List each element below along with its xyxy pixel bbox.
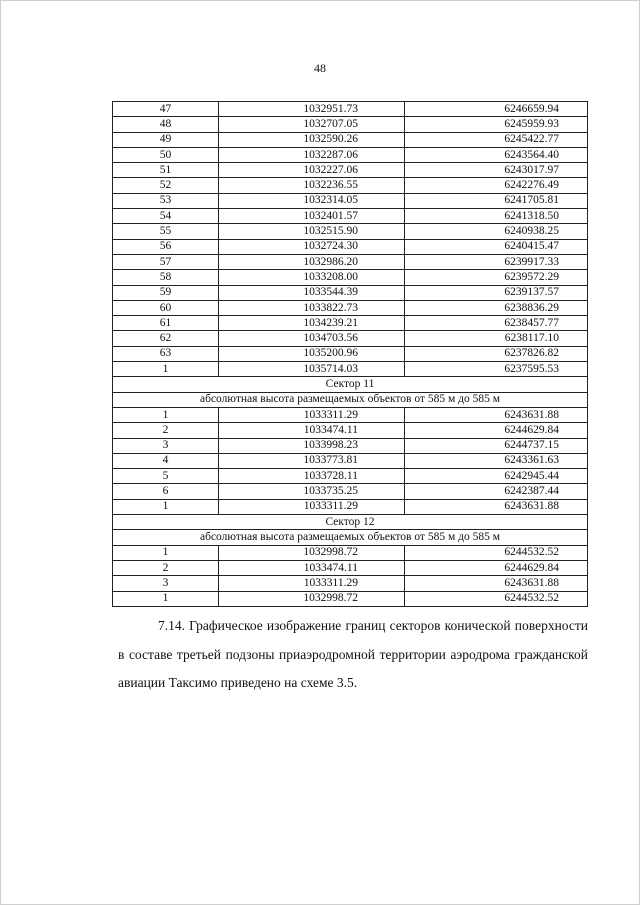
y-coordinate-cell: 6238836.29 xyxy=(405,300,588,315)
table-row xyxy=(113,591,588,606)
y-coordinate-cell: 6244629.84 xyxy=(405,423,588,438)
sector-header-row xyxy=(113,377,588,392)
table-row xyxy=(113,254,588,269)
sector-header-cell: абсолютная высота размещаемых объектов от 585 м до 585 м xyxy=(113,392,588,407)
table-row xyxy=(113,209,588,224)
table-row xyxy=(113,346,588,361)
sector-header-row xyxy=(113,392,588,407)
x-coordinate-cell: 1032951.73 xyxy=(219,102,405,117)
x-coordinate-cell: 1032401.57 xyxy=(219,209,405,224)
table-row xyxy=(113,239,588,254)
sector-header-cell: Сектор 12 xyxy=(113,515,588,530)
point-number-cell: 5 xyxy=(113,469,219,484)
y-coordinate-cell: 6238117.10 xyxy=(405,331,588,346)
point-number-cell: 52 xyxy=(113,178,219,193)
x-coordinate-cell: 1033998.23 xyxy=(219,438,405,453)
table-row xyxy=(113,132,588,147)
y-coordinate-cell: 6244532.52 xyxy=(405,545,588,560)
table-row xyxy=(113,469,588,484)
x-coordinate-cell: 1033544.39 xyxy=(219,285,405,300)
point-number-cell: 2 xyxy=(113,560,219,575)
x-coordinate-cell: 1035200.96 xyxy=(219,346,405,361)
y-coordinate-cell: 6245959.93 xyxy=(405,117,588,132)
table-row xyxy=(113,453,588,468)
point-number-cell: 50 xyxy=(113,147,219,162)
sector-header-row xyxy=(113,530,588,545)
table-row xyxy=(113,163,588,178)
x-coordinate-cell: 1035714.03 xyxy=(219,362,405,377)
x-coordinate-cell: 1033773.81 xyxy=(219,453,405,468)
y-coordinate-cell: 6237826.82 xyxy=(405,346,588,361)
y-coordinate-cell: 6244629.84 xyxy=(405,560,588,575)
table-row xyxy=(113,178,588,193)
y-coordinate-cell: 6240938.25 xyxy=(405,224,588,239)
point-number-cell: 48 xyxy=(113,117,219,132)
x-coordinate-cell: 1032314.05 xyxy=(219,193,405,208)
point-number-cell: 4 xyxy=(113,453,219,468)
point-number-cell: 57 xyxy=(113,254,219,269)
point-number-cell: 56 xyxy=(113,239,219,254)
table-row xyxy=(113,576,588,591)
sector-header-row xyxy=(113,515,588,530)
x-coordinate-cell: 1032986.20 xyxy=(219,254,405,269)
table-row xyxy=(113,545,588,560)
x-coordinate-cell: 1032287.06 xyxy=(219,147,405,162)
point-number-cell: 59 xyxy=(113,285,219,300)
point-number-cell: 1 xyxy=(113,499,219,514)
y-coordinate-cell: 6246659.94 xyxy=(405,102,588,117)
x-coordinate-cell: 1034703.56 xyxy=(219,331,405,346)
point-number-cell: 1 xyxy=(113,545,219,560)
table-row xyxy=(113,300,588,315)
table-row xyxy=(113,331,588,346)
table-row xyxy=(113,407,588,422)
y-coordinate-cell: 6244737.15 xyxy=(405,438,588,453)
x-coordinate-cell: 1033311.29 xyxy=(219,407,405,422)
y-coordinate-cell: 6243564.40 xyxy=(405,147,588,162)
y-coordinate-cell: 6240415.47 xyxy=(405,239,588,254)
y-coordinate-cell: 6238457.77 xyxy=(405,316,588,331)
y-coordinate-cell: 6239137.57 xyxy=(405,285,588,300)
y-coordinate-cell: 6243631.88 xyxy=(405,576,588,591)
table-row xyxy=(113,560,588,575)
y-coordinate-cell: 6245422.77 xyxy=(405,132,588,147)
y-coordinate-cell: 6243631.88 xyxy=(405,499,588,514)
x-coordinate-cell: 1032515.90 xyxy=(219,224,405,239)
y-coordinate-cell: 6243017.97 xyxy=(405,163,588,178)
point-number-cell: 49 xyxy=(113,132,219,147)
x-coordinate-cell: 1032236.55 xyxy=(219,178,405,193)
point-number-cell: 47 xyxy=(113,102,219,117)
x-coordinate-cell: 1033311.29 xyxy=(219,576,405,591)
x-coordinate-cell: 1033822.73 xyxy=(219,300,405,315)
x-coordinate-cell: 1033474.11 xyxy=(219,560,405,575)
x-coordinate-cell: 1032998.72 xyxy=(219,545,405,560)
y-coordinate-cell: 6243361.63 xyxy=(405,453,588,468)
point-number-cell: 63 xyxy=(113,346,219,361)
x-coordinate-cell: 1034239.21 xyxy=(219,316,405,331)
table-row xyxy=(113,499,588,514)
table-row xyxy=(113,147,588,162)
y-coordinate-cell: 6241318.50 xyxy=(405,209,588,224)
y-coordinate-cell: 6242387.44 xyxy=(405,484,588,499)
y-coordinate-cell: 6243631.88 xyxy=(405,407,588,422)
point-number-cell: 1 xyxy=(113,407,219,422)
point-number-cell: 1 xyxy=(113,362,219,377)
table-row xyxy=(113,102,588,117)
x-coordinate-cell: 1033728.11 xyxy=(219,469,405,484)
sector-header-cell: абсолютная высота размещаемых объектов от 585 м до 585 м xyxy=(113,530,588,545)
point-number-cell: 58 xyxy=(113,270,219,285)
table-row xyxy=(113,285,588,300)
paragraph-7-14: 7.14. Графическое изображение границ секторов конической поверхности в составе третьей подзоны приаэродромной территории аэродрома гражданской авиации Таксимо приведено на схеме 3.5. xyxy=(118,618,588,690)
point-number-cell: 55 xyxy=(113,224,219,239)
page-number: 48 xyxy=(314,61,326,75)
table-row xyxy=(113,117,588,132)
x-coordinate-cell: 1033735.25 xyxy=(219,484,405,499)
point-number-cell: 60 xyxy=(113,300,219,315)
y-coordinate-cell: 6237595.53 xyxy=(405,362,588,377)
point-number-cell: 54 xyxy=(113,209,219,224)
point-number-cell: 3 xyxy=(113,438,219,453)
x-coordinate-cell: 1032227.06 xyxy=(219,163,405,178)
x-coordinate-cell: 1033208.00 xyxy=(219,270,405,285)
point-number-cell: 62 xyxy=(113,331,219,346)
coordinates-table-body xyxy=(113,102,588,607)
x-coordinate-cell: 1032998.72 xyxy=(219,591,405,606)
y-coordinate-cell: 6239572.29 xyxy=(405,270,588,285)
point-number-cell: 53 xyxy=(113,193,219,208)
x-coordinate-cell: 1032590.26 xyxy=(219,132,405,147)
table-row xyxy=(113,362,588,377)
y-coordinate-cell: 6242945.44 xyxy=(405,469,588,484)
point-number-cell: 6 xyxy=(113,484,219,499)
x-coordinate-cell: 1033311.29 xyxy=(219,499,405,514)
table-row xyxy=(113,193,588,208)
table-row xyxy=(113,438,588,453)
x-coordinate-cell: 1033474.11 xyxy=(219,423,405,438)
table-row xyxy=(113,270,588,285)
point-number-cell: 3 xyxy=(113,576,219,591)
y-coordinate-cell: 6242276.49 xyxy=(405,178,588,193)
coordinates-table xyxy=(112,101,588,607)
y-coordinate-cell: 6241705.81 xyxy=(405,193,588,208)
y-coordinate-cell: 6244532.52 xyxy=(405,591,588,606)
x-coordinate-cell: 1032707.05 xyxy=(219,117,405,132)
point-number-cell: 61 xyxy=(113,316,219,331)
table-row xyxy=(113,423,588,438)
table-row xyxy=(113,316,588,331)
y-coordinate-cell: 6239917.33 xyxy=(405,254,588,269)
sector-header-cell: Сектор 11 xyxy=(113,377,588,392)
point-number-cell: 2 xyxy=(113,423,219,438)
table-row xyxy=(113,484,588,499)
x-coordinate-cell: 1032724.30 xyxy=(219,239,405,254)
point-number-cell: 51 xyxy=(113,163,219,178)
point-number-cell: 1 xyxy=(113,591,219,606)
table-row xyxy=(113,224,588,239)
